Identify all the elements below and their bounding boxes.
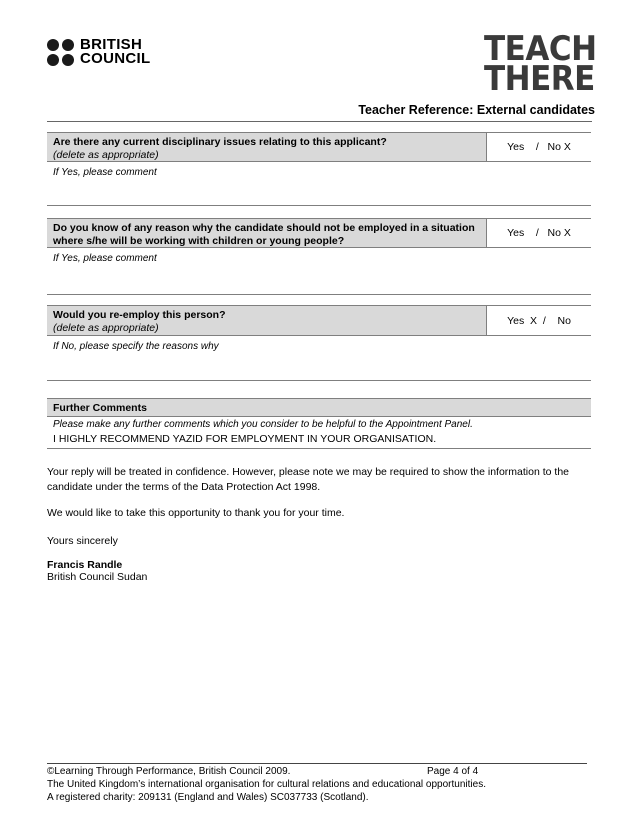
question-text: Are there any current disciplinary issues relating to this applicant? xyxy=(53,136,387,148)
comment-field[interactable] xyxy=(47,336,591,381)
question-cell xyxy=(47,219,487,247)
page-title: Teacher Reference: External candidates xyxy=(358,103,595,117)
question-note: (delete as appropriate) xyxy=(53,322,159,334)
question-cell xyxy=(47,133,487,161)
comment-field[interactable] xyxy=(47,248,591,295)
comment-label: If Yes, please comment xyxy=(53,253,157,264)
further-comments-text[interactable]: I HIGHLY RECOMMEND YAZID FOR EMPLOYMENT IN YOUR ORGANISATION. xyxy=(47,431,591,449)
british-council-wordmark: BRITISH COUNCIL xyxy=(80,36,151,67)
footer-page-number: Page 4 of 4 xyxy=(427,766,479,777)
british-council-dots-icon xyxy=(47,39,74,66)
comment-field[interactable] xyxy=(47,162,591,206)
question-note: (delete as appropriate) xyxy=(53,149,159,161)
question-block-safeguarding xyxy=(47,218,591,295)
signatory-name: Francis Randle xyxy=(47,559,123,571)
answer-cell[interactable]: Yes / No X xyxy=(507,141,571,153)
question-text: Would you re-employ this person? xyxy=(53,309,226,321)
footer-charity: A registered charity: 209131 (England and Wales) SC037733 (Scotland). xyxy=(47,792,369,803)
title-divider xyxy=(47,121,592,122)
teach-there-logo: TEACH THERE xyxy=(484,29,597,99)
comment-label: If No, please specify the reasons why xyxy=(53,341,219,352)
signatory-org: British Council Sudan xyxy=(47,571,148,583)
question-block-reemploy xyxy=(47,305,591,381)
answer-cell[interactable]: Yes / No X xyxy=(507,227,571,239)
further-comments-heading: Further Comments xyxy=(47,398,591,417)
footer-copyright: ©Learning Through Performance, British Council 2009. xyxy=(47,766,291,777)
comment-label: If Yes, please comment xyxy=(53,167,157,178)
further-comments-block xyxy=(47,398,591,449)
footer xyxy=(47,765,487,804)
thanks-paragraph: We would like to take this opportunity to thank you for your time. xyxy=(47,507,345,519)
closing-text: Yours sincerely xyxy=(47,535,118,547)
further-comments-instruction: Please make any further comments which you consider to be helpful to the Appointment Panel. xyxy=(53,419,473,430)
footer-divider xyxy=(47,763,587,764)
question-block-disciplinary xyxy=(47,132,591,206)
answer-cell[interactable]: Yes X / No xyxy=(507,314,571,327)
confidentiality-paragraph: Your reply will be treated in confidence. However, please note we may be required to show the information to the candidate under the terms of the Data Protection Act 1998. xyxy=(47,466,569,493)
question-text: Do you know of any reason why the candidate should not be employed in a situation where s/he will be working with children or young people? xyxy=(53,222,475,247)
british-council-logo xyxy=(47,38,150,66)
question-cell xyxy=(47,306,487,335)
footer-organisation: The United Kingdom’s international organisation for cultural relations and educational opportunities. xyxy=(47,779,486,790)
